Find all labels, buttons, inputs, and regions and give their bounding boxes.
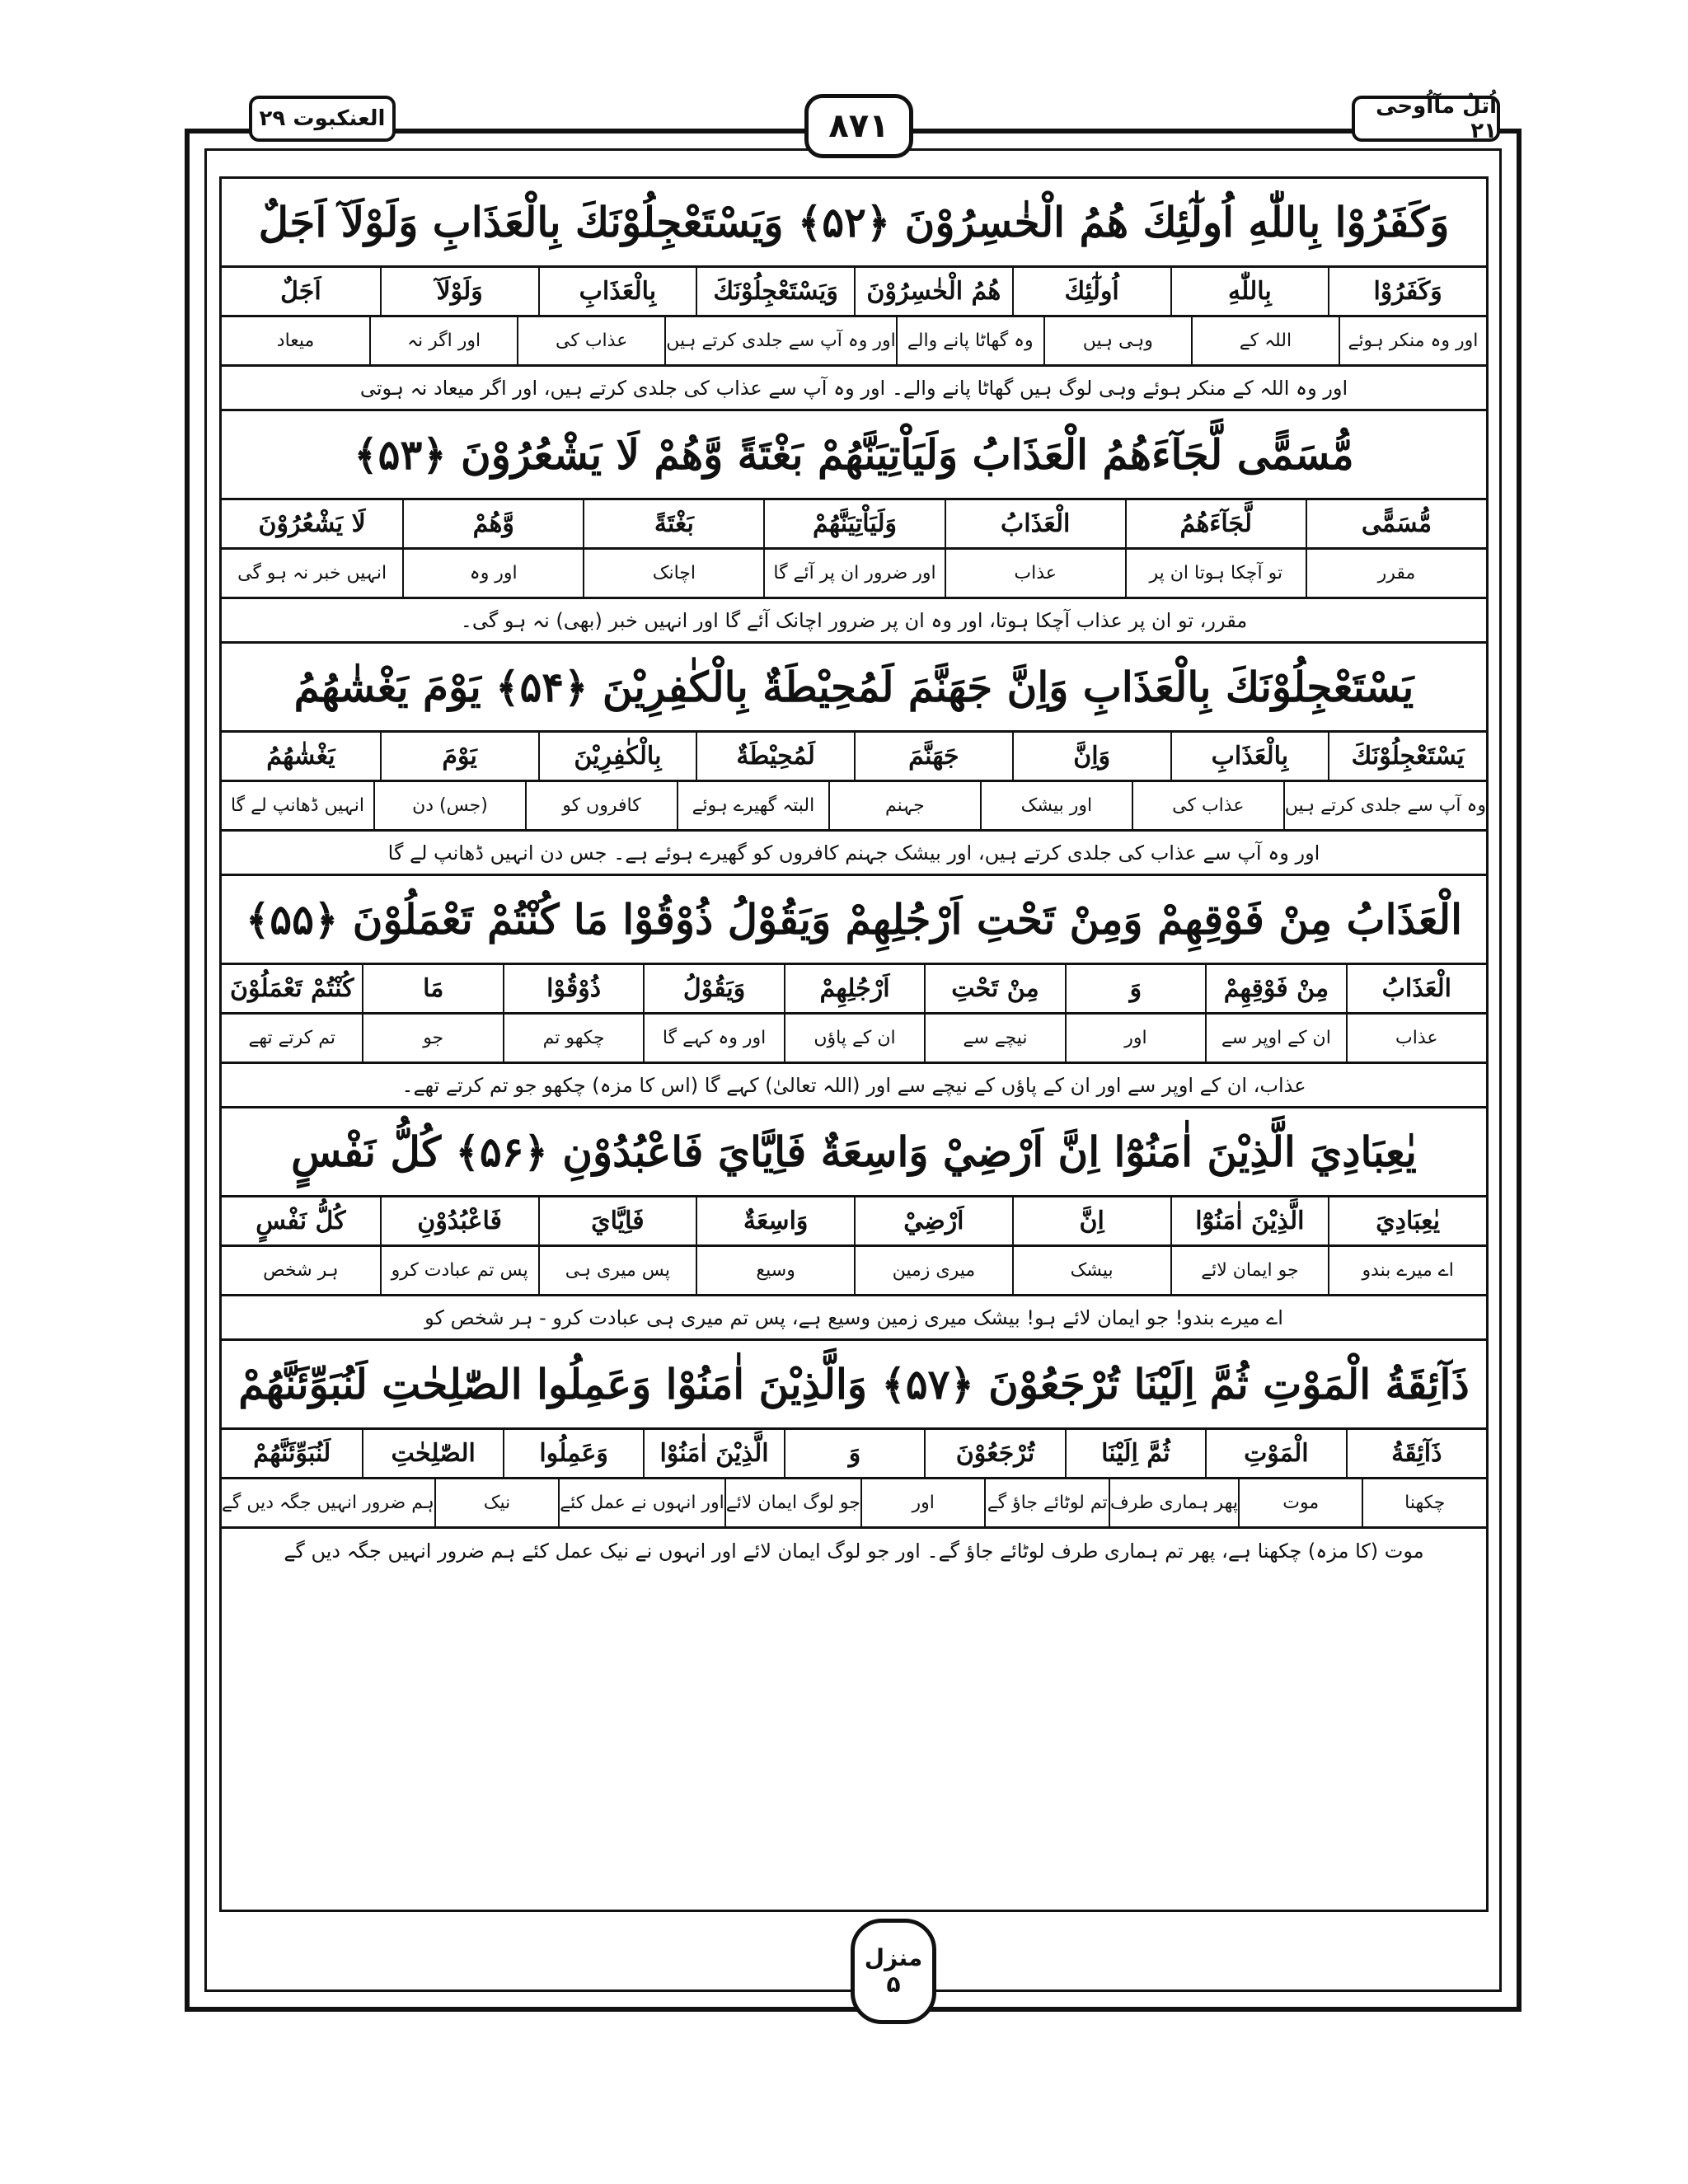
meaning-cell: اور ضرور ان پر آئے گا [763, 550, 944, 599]
meaning-cell: اور وہ کہے گا [643, 1015, 783, 1064]
meaning-cell: وہی ہیں [1043, 317, 1191, 367]
meaning-cell: اچانک [583, 550, 763, 599]
word-cell: اَجَلٌ [222, 268, 380, 317]
meaning-cell: وسیع [696, 1247, 854, 1296]
word-cell: هُمُ الْخٰسِرُوْنَ [854, 268, 1012, 317]
word-cell: بِاللّٰهِ [1170, 268, 1329, 317]
ayah-block [222, 411, 1486, 644]
word-cell: الَّذِيْنَ اٰمَنُوْا [643, 1430, 783, 1479]
ayah-block [222, 1108, 1486, 1341]
meaning-cell: ان کے اوپر سے [1205, 1015, 1345, 1064]
word-cell: وَاِنَّ [1012, 733, 1170, 782]
word-row [222, 1430, 1486, 1479]
word-cell: مِنْ تَحْتِ [924, 965, 1064, 1015]
word-cell: يٰعِبَادِيَ [1328, 1197, 1486, 1247]
word-cell: وَيَقُوْلُ [643, 965, 783, 1015]
meaning-cell: ان کے پاؤں [784, 1015, 924, 1064]
word-cell: اَرْجُلِهِمْ [784, 965, 924, 1015]
word-cell: وَكَفَرُوْا [1328, 268, 1486, 317]
meaning-row [222, 317, 1486, 367]
word-cell: كُنْتُمْ تَعْمَلُوْنَ [222, 965, 362, 1015]
word-row [222, 500, 1486, 550]
word-cell: مَا [362, 965, 502, 1015]
word-cell: وَّهُمْ [402, 500, 583, 550]
meaning-cell: جو لوگ ایمان لائے [724, 1479, 860, 1529]
translation-line: عذاب، ان کے اوپر سے اور ان کے پاؤں کے نیچے سے اور (اللہ تعالیٰ) کہے گا (اس کا مزہ) چکھو جو تم کرتے تھے۔ [222, 1064, 1486, 1108]
meaning-cell: البتہ گھیرے ہوئے [677, 782, 828, 832]
meaning-row [222, 1479, 1486, 1529]
page-number: ۸۷۱ [804, 94, 913, 158]
verse-line: يَسْتَعْجِلُوْنَكَ بِالْعَذَابِ وَاِنَّ جَهَنَّمَ لَمُحِيْطَةٌ بِالْكٰفِرِيْنَ ﴿۵۴﴾ يَوْمَ يَغْشٰهُمُ [222, 644, 1486, 733]
meaning-cell: موت [1238, 1479, 1362, 1529]
word-cell: فَاِيَّايَ [538, 1197, 696, 1247]
meaning-cell: مقرر [1306, 550, 1486, 599]
meaning-cell: تم لوٹائے جاؤ گے [984, 1479, 1109, 1529]
meaning-cell: (جس) دن [373, 782, 525, 832]
ayah-block [222, 876, 1486, 1108]
word-cell: وَ [784, 1430, 924, 1479]
meaning-cell: عذاب [1346, 1015, 1486, 1064]
meaning-cell: وہ گھاٹا پانے والے [896, 317, 1043, 367]
word-cell: بِالْعَذَابِ [1170, 733, 1329, 782]
meaning-cell: میری زمین [854, 1247, 1012, 1296]
meaning-cell: عذاب کی [1132, 782, 1283, 832]
surah-label: العنکبوت ۲۹ [249, 96, 396, 142]
word-cell: يَوْمَ [380, 733, 538, 782]
meaning-cell: چکھنا [1362, 1479, 1486, 1529]
word-cell: ثُمَّ اِلَيْنَا [1065, 1430, 1205, 1479]
verse-line: الْعَذَابُ مِنْ فَوْقِهِمْ وَمِنْ تَحْتِ اَرْجُلِهِمْ وَيَقُوْلُ ذُوْقُوْا مَا كُنْتُمْ تَعْمَلُوْنَ ﴿۵۵﴾ [222, 876, 1486, 965]
word-cell: بِالْعَذَابِ [538, 268, 696, 317]
word-row [222, 733, 1486, 782]
word-cell: تُرْجَعُوْنَ [924, 1430, 1064, 1479]
word-cell: الَّذِيْنَ اٰمَنُوْٓا [1170, 1197, 1329, 1247]
meaning-row [222, 782, 1486, 832]
word-cell: يَغْشٰهُمُ [222, 733, 380, 782]
word-cell: الْمَوْتِ [1205, 1430, 1345, 1479]
ayah-block [222, 644, 1486, 876]
word-row [222, 965, 1486, 1015]
word-cell: وَلَوْلَآ [380, 268, 538, 317]
word-row [222, 1197, 1486, 1247]
meaning-cell: انہیں خبر نہ ہو گی [222, 550, 402, 599]
verse-line: مُّسَمًّى لَّجَآءَهُمُ الْعَذَابُ وَلَيَاْتِيَنَّهُمْ بَغْتَةً وَّهُمْ لَا يَشْعُرُوْنَ ﴿۵۳﴾ [222, 411, 1486, 500]
word-cell: جَهَنَّمَ [854, 733, 1012, 782]
word-cell: لَنُبَوِّئَنَّهُمْ [222, 1430, 362, 1479]
meaning-cell: جو [362, 1015, 502, 1064]
meaning-row [222, 1015, 1486, 1064]
word-cell: مِنْ فَوْقِهِمْ [1205, 965, 1345, 1015]
translation-line: مقرر، تو ان پر عذاب آچکا ہوتا، اور وہ ان پر ضرور اچانک آئے گا اور انہیں خبر (بھی) نہ ہو گی۔ [222, 599, 1486, 644]
word-cell: كُلُّ نَفْسٍ [222, 1197, 380, 1247]
meaning-cell: میعاد [222, 317, 369, 367]
ayah-block [222, 1341, 1486, 1573]
word-cell: لَمُحِيْطَةٌ [696, 733, 854, 782]
meaning-cell: اور اگر نہ [369, 317, 517, 367]
meaning-cell: انہیں ڈھانپ لے گا [222, 782, 373, 832]
meaning-cell: تو آچکا ہوتا ان پر [1125, 550, 1306, 599]
translation-line: اور وہ اللہ کے منکر ہوئے وہی لوگ ہیں گھاٹا پانے والے۔ اور وہ آپ سے عذاب کی جلدی کرتے ہیں، اور اگر میعاد نہ ہوتی [222, 367, 1486, 411]
word-cell: وَيَسْتَعْجِلُوْنَكَ [696, 268, 854, 317]
word-cell: اِنَّ [1012, 1197, 1170, 1247]
word-cell: لَّجَآءَهُمُ [1125, 500, 1306, 550]
meaning-cell: اور انہوں نے عمل کئے [558, 1479, 724, 1529]
word-cell: لَا يَشْعُرُوْنَ [222, 500, 402, 550]
meaning-cell: پس تم عبادت کرو [380, 1247, 538, 1296]
content-area [219, 176, 1489, 1912]
meaning-cell: پس میری ہی [538, 1247, 696, 1296]
meaning-cell: اے میرے بندو [1328, 1247, 1486, 1296]
word-cell: الْعَذَابُ [945, 500, 1125, 550]
word-cell: مُّسَمًّى [1306, 500, 1486, 550]
manzil-badge [851, 1919, 936, 2024]
meaning-cell: پھر ہماری طرف [1109, 1479, 1238, 1529]
word-cell: ذَآئِقَةُ [1346, 1430, 1486, 1479]
meaning-cell: جہنم [828, 782, 980, 832]
meaning-cell: ہم ضرور انہیں جگہ دیں گے [222, 1479, 434, 1529]
meaning-cell: نیک [434, 1479, 559, 1529]
manzil-number: ۵ [886, 1971, 901, 1998]
meaning-cell: بیشک [1012, 1247, 1170, 1296]
meaning-cell: نیچے سے [924, 1015, 1064, 1064]
meaning-row [222, 1247, 1486, 1296]
ayah-block [222, 179, 1486, 411]
translation-line: اور وہ آپ سے عذاب کی جلدی کرتے ہیں، اور بیشک جہنم کافروں کو گھیرے ہوئے ہے۔ جس دن انہیں ڈھانپ لے گا [222, 832, 1486, 876]
verse-line: ذَآئِقَةُ الْمَوْتِ ثُمَّ اِلَيْنَا تُرْجَعُوْنَ ﴿۵۷﴾ وَالَّذِيْنَ اٰمَنُوْا وَعَمِلُوا الصّٰلِحٰتِ لَنُبَوِّئَنَّهُمْ [222, 1341, 1486, 1430]
meaning-cell: عذاب [945, 550, 1125, 599]
word-cell: وَاسِعَةٌ [696, 1197, 854, 1247]
word-cell: بِالْكٰفِرِيْنَ [538, 733, 696, 782]
verse-line: وَكَفَرُوْا بِاللّٰهِ اُولٰٓئِكَ هُمُ الْخٰسِرُوْنَ ﴿۵۲﴾ وَيَسْتَعْجِلُوْنَكَ بِالْعَذَابِ وَلَوْلَآ اَجَلٌ [222, 179, 1486, 268]
meaning-cell: اور بیشک [980, 782, 1132, 832]
meaning-cell: اللہ کے [1191, 317, 1339, 367]
meaning-cell: اور [860, 1479, 985, 1529]
meaning-cell: کافروں کو [525, 782, 677, 832]
meaning-cell: اور وہ منکر ہوئے [1339, 317, 1486, 367]
meaning-cell: اور [1065, 1015, 1205, 1064]
meaning-cell: عذاب کی [517, 317, 664, 367]
word-cell: اَرْضِيْ [854, 1197, 1012, 1247]
para-label: اُتلُ مآاُوحی ۲۱ [1352, 96, 1500, 142]
word-cell: اُولٰٓئِكَ [1012, 268, 1170, 317]
word-cell: فَاعْبُدُوْنِ [380, 1197, 538, 1247]
word-row [222, 268, 1486, 317]
translation-line: موت (کا مزہ) چکھنا ہے، پھر تم ہماری طرف لوٹائے جاؤ گے۔ اور جو لوگ ایمان لائے اور انہوں نے نیک عمل کئے ہم ضرور انہیں جگہ دیں گے [284, 1540, 1424, 1563]
word-cell: الصّٰلِحٰتِ [362, 1430, 502, 1479]
meaning-cell: اور وہ آپ سے جلدی کرتے ہیں [664, 317, 896, 367]
meaning-row [222, 550, 1486, 599]
manzil-label: منزل [864, 1943, 923, 1971]
translation-line: اے میرے بندو! جو ایمان لائے ہو! بیشک میری زمین وسیع ہے، پس تم میری ہی عبادت کرو - ہر شخص کو [222, 1296, 1486, 1341]
meaning-cell: تم کرتے تھے [222, 1015, 362, 1064]
meaning-cell: ہر شخص [222, 1247, 380, 1296]
meaning-cell: وہ آپ سے جلدی کرتے ہیں [1283, 782, 1486, 832]
word-cell: الْعَذَابُ [1346, 965, 1486, 1015]
word-cell: يَسْتَعْجِلُوْنَكَ [1328, 733, 1486, 782]
verse-line: يٰعِبَادِيَ الَّذِيْنَ اٰمَنُوْٓا اِنَّ اَرْضِيْ وَاسِعَةٌ فَاِيَّايَ فَاعْبُدُوْنِ ﴿۵۶﴾ كُلُّ نَفْسٍ [222, 1108, 1486, 1197]
meaning-cell: اور وہ [402, 550, 583, 599]
word-cell: وَعَمِلُوا [503, 1430, 643, 1479]
meaning-cell: چکھو تم [503, 1015, 643, 1064]
meaning-cell: جو ایمان لائے [1170, 1247, 1329, 1296]
word-cell: وَ [1065, 965, 1205, 1015]
word-cell: وَلَيَاْتِيَنَّهُمْ [763, 500, 944, 550]
word-cell: بَغْتَةً [583, 500, 763, 550]
word-cell: ذُوْقُوْا [503, 965, 643, 1015]
